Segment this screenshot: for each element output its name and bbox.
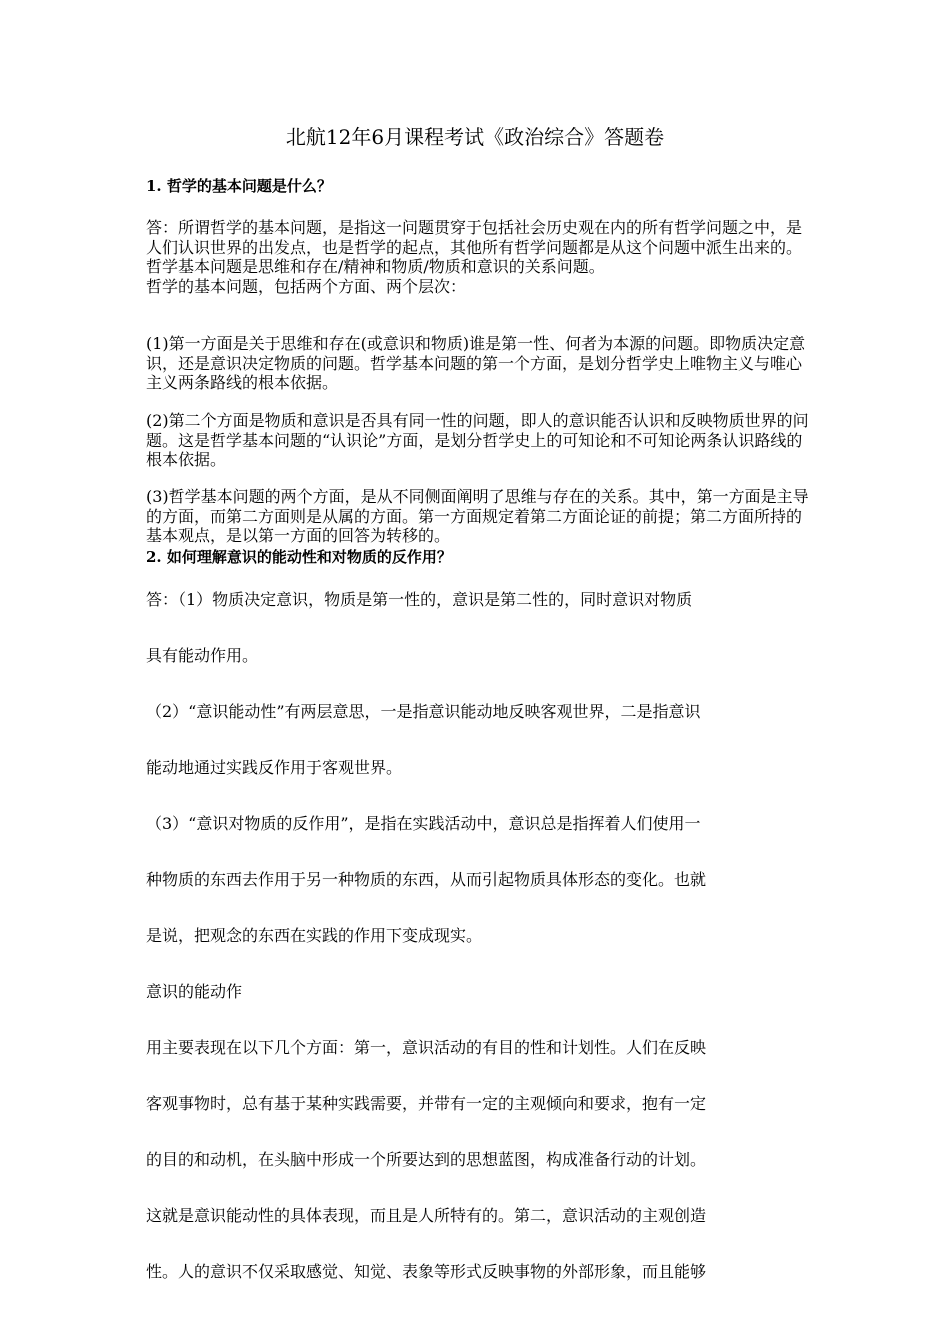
answer-line: 是说，把观念的东西在实践的作用下变成现实。 [146,926,483,945]
document-title: 北航12年6月课程考试《政治综合》答题卷 [285,125,665,149]
question-1-point-3: (3)哲学基本问题的两个方面，是从不同侧面阐明了思维与存在的关系。其中，第一方面是主导的方面，而第二方面则是从属的方面。第一方面规定着第二方面论证的前提；第二方面所持的基本观点，是以第一方面的回答为转移的。 [146,487,809,545]
answer-line: 客观事物时，总有基于某种实践需要，并带有一定的主观倾向和要求，抱有一定 [146,1094,707,1113]
answer-line: （3）“意识对物质的反作用”，是指在实践活动中，意识总是指挥着人们使用一 [146,814,701,833]
answer-line: 能动地通过实践反作用于客观世界。 [146,758,403,777]
answer-line: 性。人的意识不仅采取感觉、知觉、表象等形式反映事物的外部形象，而且能够 [146,1262,707,1281]
question-2-answer [146,590,816,1318]
answer-line: 这就是意识能动性的具体表现，而且是人所特有的。第二，意识活动的主观创造 [146,1206,707,1225]
answer-line: 答：（1）物质决定意识，物质是第一性的，意识是第二性的，同时意识对物质 [146,590,693,609]
question-2-heading: 2. 如何理解意识的能动性和对物质的反作用？ [146,548,452,566]
answer-line: 种物质的东西去作用于另一种物质的东西，从而引起物质具体形态的变化。也就 [146,870,707,889]
answer-paragraph: 答：所谓哲学的基本问题，是指这一问题贯穿于包括社会历史观在内的所有哲学问题之中，是人们认识世界的出发点，也是哲学的起点，其他所有哲学问题都是从这个问题中派生出来的。哲学基本问题是思维和存在/精神和物质/物质和意识的关系问题。 [146,218,803,276]
question-1-answer-intro [146,218,816,296]
answer-paragraph: 哲学的基本问题，包括两个方面、两个层次： [146,276,467,296]
answer-line: 意识的能动作 [146,982,243,1001]
question-1-heading: 1. 哲学的基本问题是什么？ [146,177,332,195]
answer-line: 具有能动作用。 [146,646,259,665]
answer-line: 用主要表现在以下几个方面：第一，意识活动的有目的性和计划性。人们在反映 [146,1038,707,1057]
question-1-point-1: (1)第一方面是关于思维和存在(或意识和物质)谁是第一性、何者为本源的问题。即物质决定意识，还是意识决定物质的问题。哲学基本问题的第一个方面，是划分哲学史上唯物主义与唯心主义两条路线的根本依据。 [146,334,806,392]
answer-line: 的目的和动机，在头脑中形成一个所要达到的思想蓝图，构成准备行动的计划。 [146,1150,707,1169]
question-1-point-2: (2)第二个方面是物质和意识是否具有同一性的问题，即人的意识能否认识和反映物质世界的问题。这是哲学基本问题的“认识论”方面，是划分哲学史上的可知论和不可知论两条认识路线的根本依据。 [146,411,809,469]
answer-line: （2）“意识能动性”有两层意思，一是指意识能动地反映客观世界，二是指意识 [146,702,701,721]
